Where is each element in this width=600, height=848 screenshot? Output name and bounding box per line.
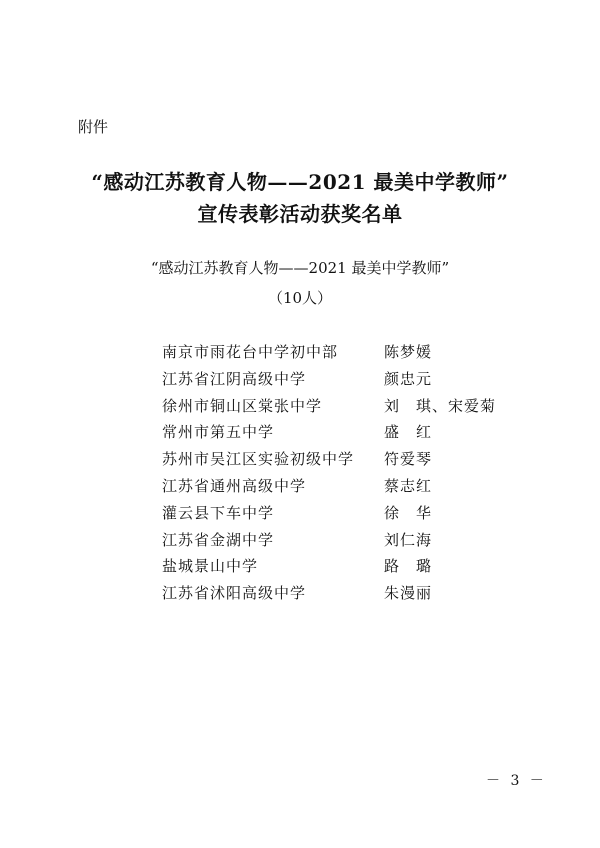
school-name: 南京市雨花台中学初中部 <box>162 343 339 361</box>
awardee-name: 朱漫丽 <box>384 584 433 603</box>
awardee-name: 路 璐 <box>384 557 433 576</box>
awardee-name: 徐 华 <box>384 503 433 522</box>
category-title: “感动江苏教育人物——2021 最美中学教师” <box>150 259 450 277</box>
awardee-name: 刘 琪、宋爱菊 <box>384 396 497 415</box>
school-name: 江苏省通州高级中学 <box>162 476 307 495</box>
school-name: 江苏省金湖中学 <box>162 530 275 549</box>
list-item <box>162 503 542 530</box>
list-item <box>162 583 542 610</box>
page-number: － 3 － <box>486 773 547 789</box>
awardee-name: 符爱琴 <box>384 450 433 469</box>
list-item <box>162 369 542 396</box>
list-item <box>162 449 542 476</box>
school-name: 江苏省沭阳高级中学 <box>162 584 307 603</box>
awardee-list <box>162 342 542 610</box>
school-name: 盐城景山中学 <box>162 557 259 576</box>
school-name: 江苏省江阴高级中学 <box>162 369 307 388</box>
school-name: 灌云县下车中学 <box>162 503 275 522</box>
list-item <box>162 556 542 583</box>
awardee-name: 刘仁海 <box>384 530 433 549</box>
list-item <box>162 476 542 503</box>
school-name: 苏州市吴江区实验初级中学 <box>162 450 355 469</box>
school-name: 常州市第五中学 <box>162 423 275 442</box>
category-count: （10人） <box>267 289 333 307</box>
list-item <box>162 422 542 449</box>
awardee-name: 颜忠元 <box>384 369 433 388</box>
document-title-line-2: 宣传表彰活动获奖名单 <box>197 202 403 226</box>
attachment-label: 附件 <box>78 118 109 136</box>
document-title-line-1: “感动江苏教育人物——2021 最美中学教师” <box>91 170 509 194</box>
awardee-name: 蔡志红 <box>384 476 433 495</box>
list-item <box>162 396 542 423</box>
list-item <box>162 342 542 369</box>
awardee-name: 陈梦媛 <box>384 343 433 361</box>
awardee-name: 盛 红 <box>384 423 433 442</box>
list-item <box>162 530 542 557</box>
school-name: 徐州市铜山区棠张中学 <box>162 396 323 415</box>
